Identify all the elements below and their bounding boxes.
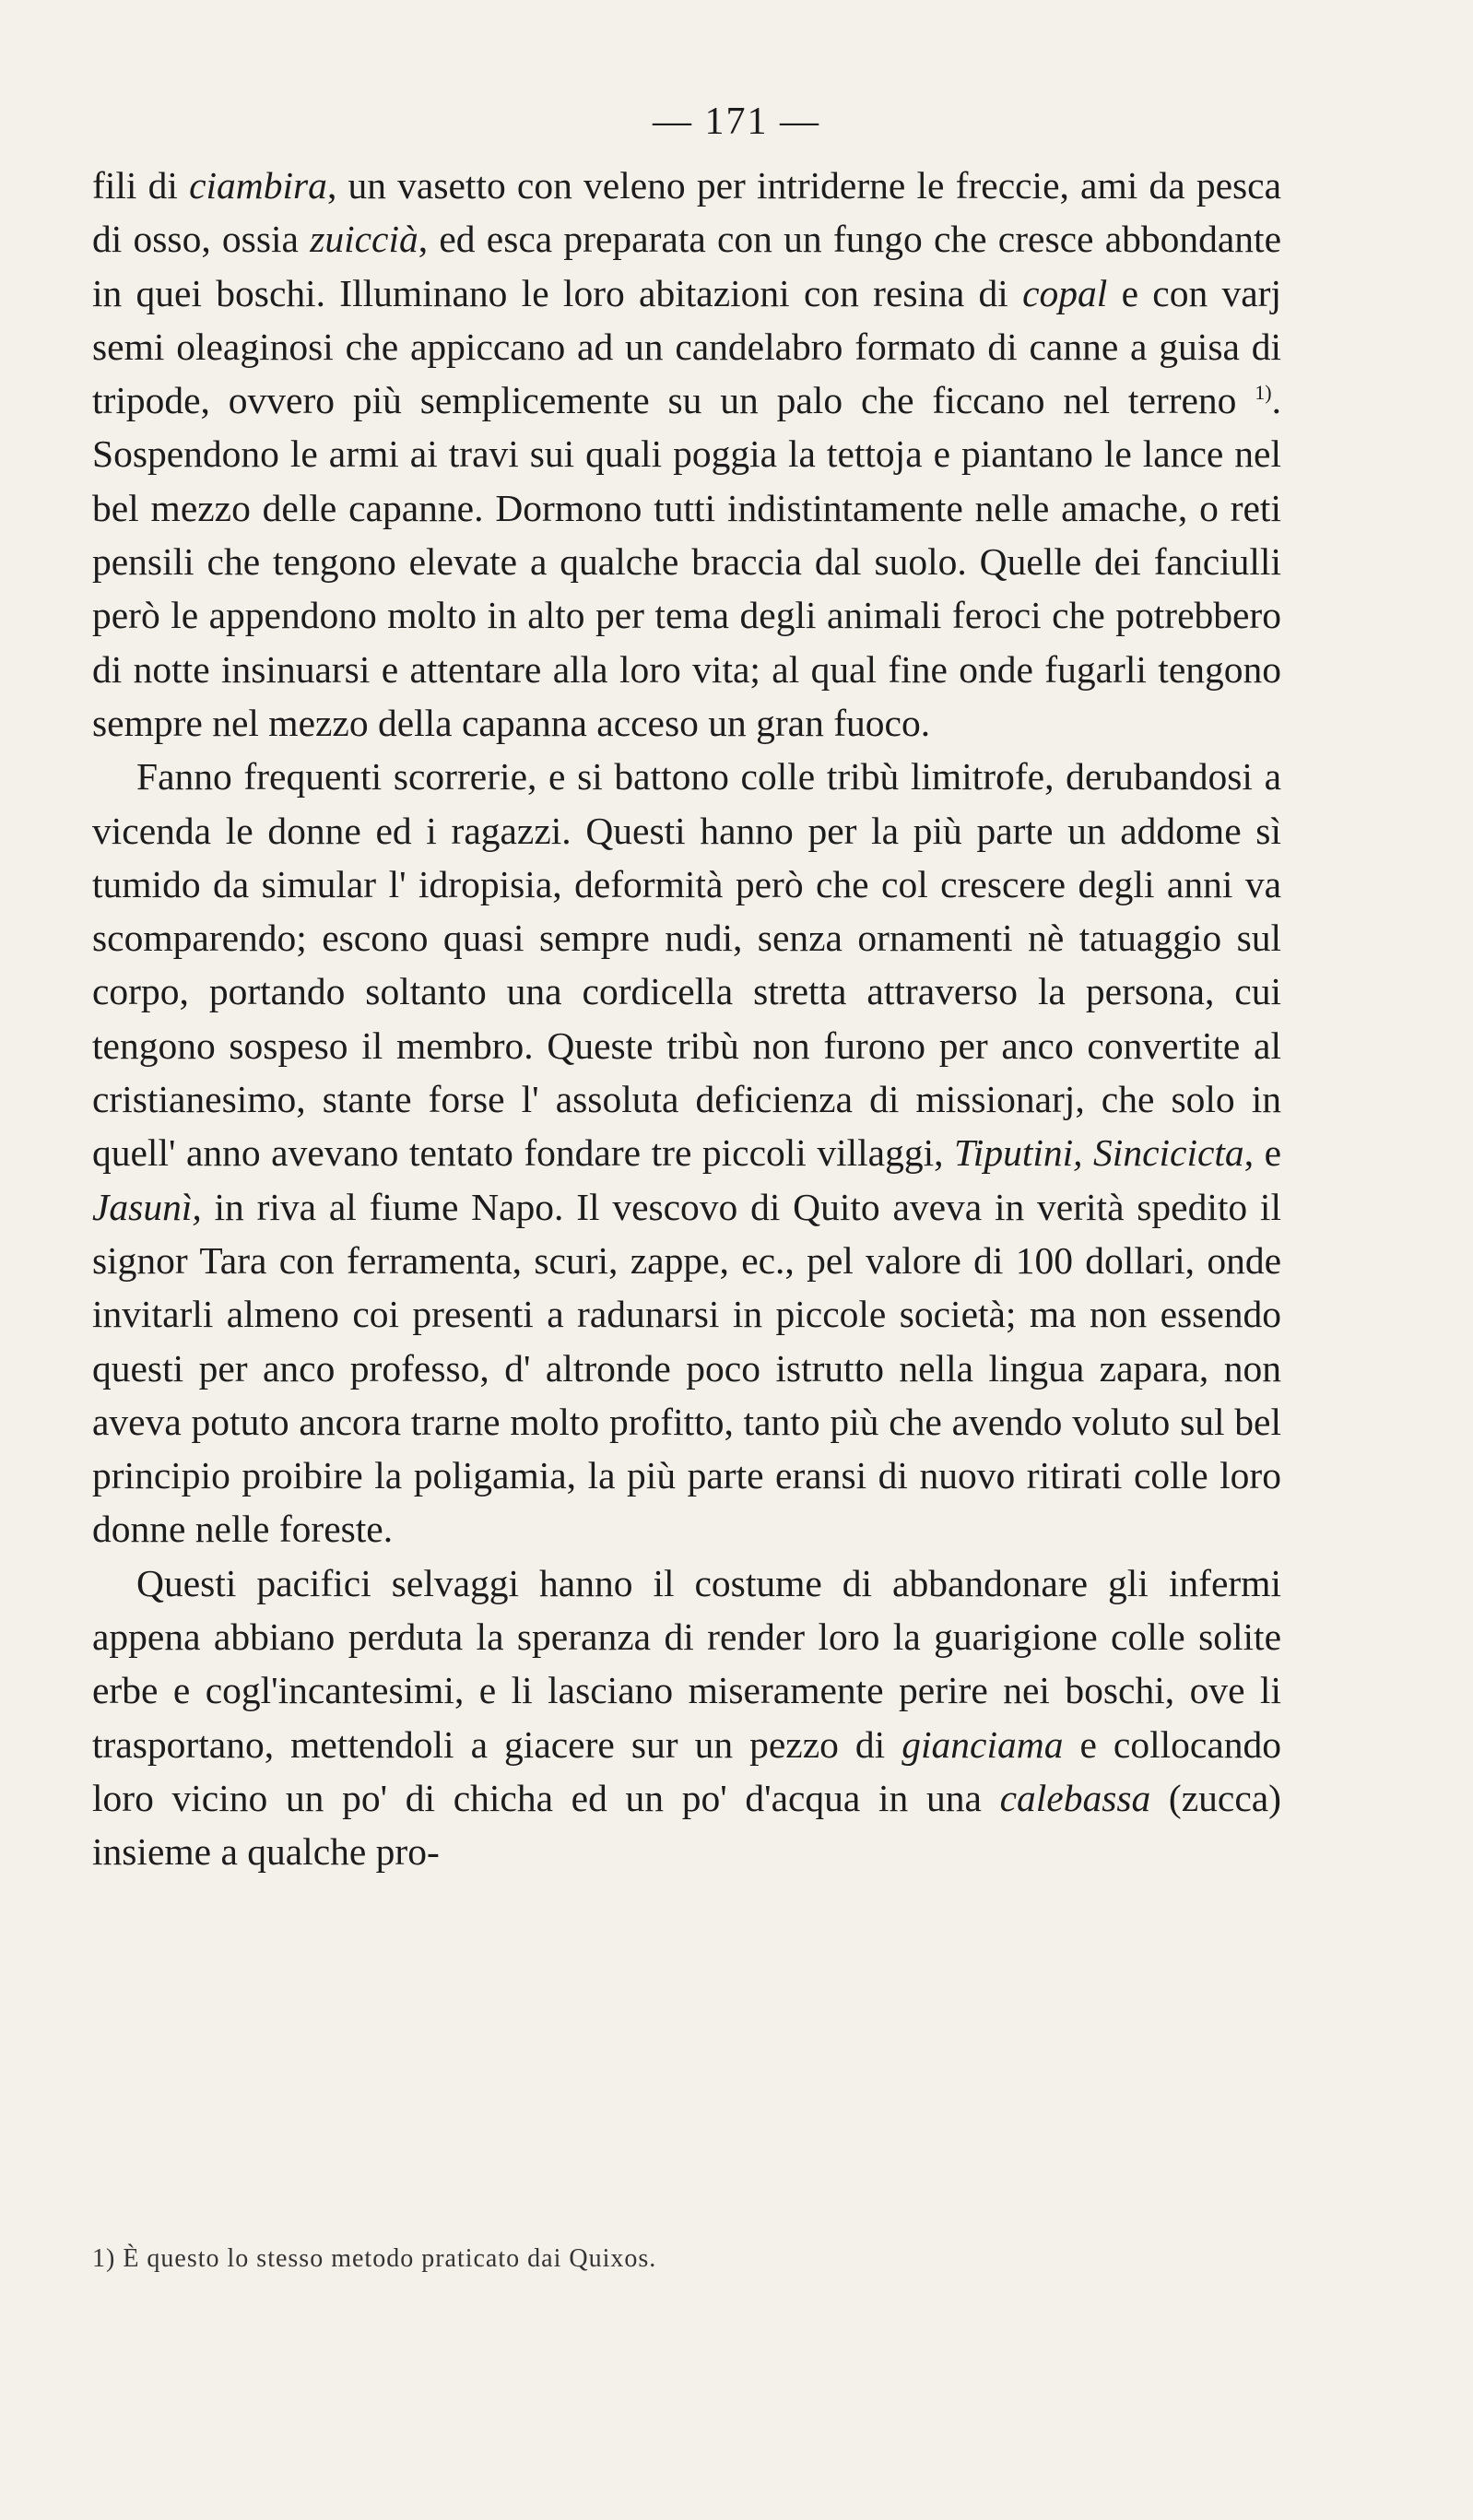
text-run: . Sospendono le armi ai travi sui quali poggia la tettoja e piantano le lance nel bel mezzo delle capanne. Dormono tutti indistintamente nelle amache, o reti pensili che tengono elevate a qualche braccia dal suolo. Quelle dei fanciulli però le appendono molto in alto per tema degli animali feroci che potrebbero di notte insinuarsi e attentare alla loro vita; al qual fine onde fugarli tengono sempre nel mezzo della capanna acceso un gran fuoco. xyxy=(92,379,1281,744)
body-text xyxy=(92,159,1281,1879)
footnote: 1) È questo lo stesso metodo praticato dai Quixos. xyxy=(92,2244,657,2273)
paragraph xyxy=(92,1556,1281,1879)
italic-term: copal xyxy=(1022,271,1108,314)
italic-term: Tiputini, Sincicicta xyxy=(954,1131,1244,1175)
footnote-ref: 1) xyxy=(1255,381,1272,405)
page-number: — 171 — xyxy=(653,101,820,143)
text-run: Questi pacifici selvaggi hanno il costume di abbandonare gli infermi appena abbiano perduta la speranza di render loro la guarigione colle solite erbe e cogl'incantesimi, e li lasciano miseramente perire nei boschi, ove li trasportano, mettendoli a giacere sur un pezzo di xyxy=(92,1561,1281,1766)
italic-term: Jasunì, xyxy=(92,1185,202,1228)
paragraph xyxy=(92,750,1281,1556)
paragraph xyxy=(92,159,1281,750)
text-run: (zucca) insieme a qualche pro- xyxy=(92,1776,1281,1874)
text-run: fili di xyxy=(92,164,190,207)
text-run: , ed esca preparata con un fungo che cresce abbondante in quei boschi. Illuminano le loro abitazioni con resina di xyxy=(92,218,1281,314)
text-run: , un vasetto con veleno per intriderne le freccie, ami da pesca di osso, ossia xyxy=(92,164,1281,261)
italic-term: gianciama xyxy=(901,1722,1064,1766)
italic-term: ciambira xyxy=(189,164,327,207)
text-run: Fanno frequenti scorrerie, e si battono colle tribù limitrofe, derubandosi a vicenda le donne ed i ragazzi. Questi hanno per la più parte un addome sì tumido da simular l' idropisia, deformità però che col crescere degli anni va scomparendo; escono quasi sempre nudi, senza ornamenti nè tatuaggio sul corpo, portando soltanto una cordicella stretta attraverso la persona, cui tengono sospeso il membro. Queste tribù non furono per anco convertite al cristianesimo, stante forse l' assoluta deficienza di missionarj, che solo in quell' anno avevano tentato fondare tre piccoli villaggi, xyxy=(92,755,1281,1175)
text-run: in riva al fiume Napo. Il vescovo di Quito aveva in verità spedito il signor Tara con ferramenta, scuri, zappe, ec., pel valore di 100 dollari, onde invitarli almeno coi presenti a radunarsi in piccole società; ma non essendo questi per anco professo, d' altronde poco istrutto nella lingua zapara, non aveva potuto ancora trarne molto profitto, tanto più che avendo voluto sul bel principio proibire la poligamia, la più parte eransi di nuovo ritirati colle loro donne nelle foreste. xyxy=(92,1185,1281,1551)
italic-term: zuiccià xyxy=(310,218,418,261)
text-run: , e xyxy=(1243,1131,1281,1175)
italic-term: calebassa xyxy=(999,1776,1151,1819)
text-run: e collocando loro vicino un po' di chicha ed un po' d'acqua in una xyxy=(92,1722,1281,1819)
text-run: e con varj semi oleaginosi che appiccano ad un candelabro formato di canne a guisa di tripode, ovvero più semplicemente su un palo che ficcano nel terreno xyxy=(92,271,1281,422)
